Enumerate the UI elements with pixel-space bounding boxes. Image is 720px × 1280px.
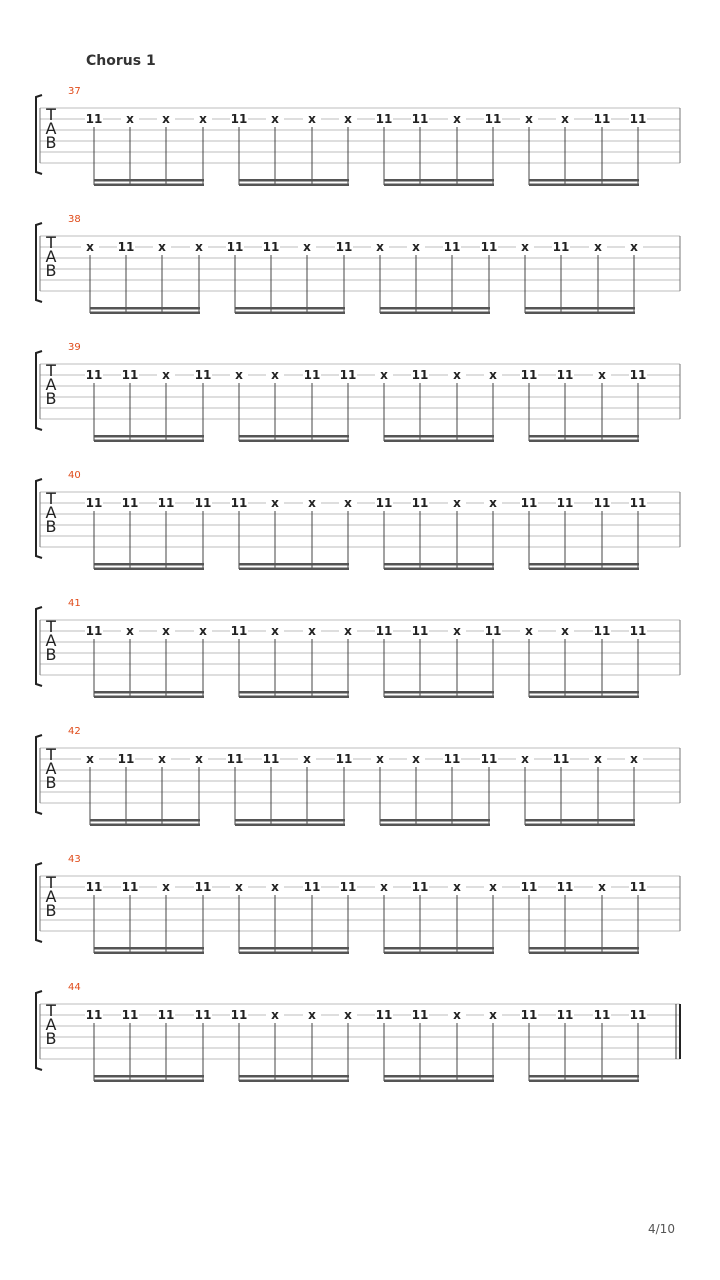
tab-note: x [344, 496, 352, 510]
beam [239, 947, 349, 950]
beam [235, 824, 345, 827]
beam [239, 563, 349, 566]
beam [94, 440, 204, 443]
measure-number: 40 [68, 470, 81, 481]
beam [235, 819, 345, 822]
tab-clef-letter: T [46, 233, 56, 252]
page-number: 4/10 [648, 1222, 675, 1236]
tab-note: x [380, 368, 388, 382]
tab-system [0, 854, 720, 982]
tab-note: x [598, 368, 606, 382]
tab-note: 11 [552, 240, 570, 254]
tab-note: 11 [121, 880, 139, 894]
tab-note: 11 [194, 368, 212, 382]
tab-clef-letter: B [45, 133, 57, 152]
tab-note: x [199, 112, 207, 126]
tab-note: 11 [375, 1008, 393, 1022]
tab-system [0, 86, 720, 214]
measure-number: 39 [68, 342, 81, 353]
tab-note: x [412, 240, 420, 254]
tab-note: x [126, 624, 134, 638]
tab-note: x [162, 112, 170, 126]
tab-clef-letter: A [45, 887, 57, 906]
beam [94, 1075, 204, 1078]
tab-note: 11 [121, 368, 139, 382]
tab-note: 11 [629, 496, 647, 510]
beam [380, 312, 490, 315]
tab-note: x [271, 368, 279, 382]
beam [90, 312, 200, 315]
tab-note: 11 [85, 368, 103, 382]
tab-note: 11 [411, 368, 429, 382]
measure-number: 42 [68, 726, 81, 737]
tab-note: x [344, 112, 352, 126]
tab-clef-letter: T [46, 361, 56, 380]
tab-clef-letter: B [45, 261, 57, 280]
tab-note: 11 [593, 112, 611, 126]
tab-note: x [521, 752, 529, 766]
tab-note: 11 [556, 496, 574, 510]
tab-note: x [453, 368, 461, 382]
beam [239, 435, 349, 438]
tab-note: x [308, 496, 316, 510]
tab-note: x [271, 496, 279, 510]
tab-note: 11 [303, 368, 321, 382]
tab-note: x [561, 112, 569, 126]
tab-clef-letter: T [46, 489, 56, 508]
beam [239, 696, 349, 699]
beam [380, 819, 490, 822]
system-bracket [36, 479, 42, 558]
tab-note: x [308, 624, 316, 638]
measure-number: 37 [68, 86, 81, 97]
beam [384, 179, 494, 182]
beam [384, 691, 494, 694]
tab-clef-letter: B [45, 645, 57, 664]
beam [90, 307, 200, 310]
tab-clef-letter: B [45, 517, 57, 536]
tab-note: 11 [117, 752, 135, 766]
system-bracket [36, 991, 42, 1070]
tab-note: x [630, 240, 638, 254]
tab-note: 11 [262, 240, 280, 254]
tab-note: x [344, 624, 352, 638]
tab-note: x [162, 624, 170, 638]
beam [529, 1075, 639, 1078]
beam [384, 1080, 494, 1083]
tab-note: x [235, 368, 243, 382]
tab-note: x [489, 496, 497, 510]
beam [525, 819, 635, 822]
tab-clef-letter: T [46, 105, 56, 124]
tab-system [0, 982, 720, 1110]
tab-note: x [271, 624, 279, 638]
tab-note: 11 [593, 496, 611, 510]
tab-note: 11 [85, 496, 103, 510]
tab-note: 11 [85, 112, 103, 126]
beam [239, 952, 349, 955]
beam [94, 691, 204, 694]
tab-note: x [303, 240, 311, 254]
tab-note: x [489, 368, 497, 382]
tab-note: 11 [443, 752, 461, 766]
tab-note: x [453, 1008, 461, 1022]
tab-clef-letter: B [45, 1029, 57, 1048]
beam [239, 440, 349, 443]
tab-note: 11 [520, 496, 538, 510]
tab-note: 11 [556, 1008, 574, 1022]
tab-note: 11 [629, 880, 647, 894]
tab-note: x [344, 1008, 352, 1022]
beam [380, 824, 490, 827]
tab-note: 11 [520, 1008, 538, 1022]
tab-staff [0, 470, 720, 598]
tab-note: 11 [629, 112, 647, 126]
tab-note: 11 [484, 112, 502, 126]
tab-note: 11 [303, 880, 321, 894]
system-bracket [36, 863, 42, 942]
beam [384, 568, 494, 571]
beam [529, 563, 639, 566]
tab-note: 11 [411, 112, 429, 126]
tab-note: 11 [339, 880, 357, 894]
tab-clef-letter: A [45, 631, 57, 650]
beam [94, 184, 204, 187]
tab-note: x [199, 624, 207, 638]
tab-note: 11 [117, 240, 135, 254]
tab-clef-letter: A [45, 375, 57, 394]
tab-note: x [271, 880, 279, 894]
tab-note: x [308, 112, 316, 126]
tab-note: 11 [443, 240, 461, 254]
tab-note: x [521, 240, 529, 254]
system-bracket [36, 223, 42, 302]
tab-note: 11 [194, 1008, 212, 1022]
tab-note: x [162, 880, 170, 894]
beam [384, 440, 494, 443]
tab-note: x [376, 240, 384, 254]
beam [90, 819, 200, 822]
tab-note: x [594, 240, 602, 254]
tab-note: x [308, 1008, 316, 1022]
tab-note: x [525, 624, 533, 638]
beam [529, 568, 639, 571]
tab-note: 11 [520, 880, 538, 894]
tab-note: x [195, 752, 203, 766]
tab-note: 11 [339, 368, 357, 382]
beam [529, 691, 639, 694]
tab-note: 11 [262, 752, 280, 766]
tab-note: x [525, 112, 533, 126]
tab-note: x [86, 752, 94, 766]
tab-system [0, 470, 720, 598]
beam [529, 696, 639, 699]
tab-note: 11 [480, 752, 498, 766]
tab-note: x [380, 880, 388, 894]
tab-note: x [412, 752, 420, 766]
beam [529, 440, 639, 443]
tab-note: 11 [411, 496, 429, 510]
tab-note: 11 [230, 624, 248, 638]
beam [529, 952, 639, 955]
tab-note: x [453, 624, 461, 638]
tab-note: 11 [157, 1008, 175, 1022]
tab-note: 11 [556, 368, 574, 382]
beam [235, 312, 345, 315]
beam [384, 563, 494, 566]
tab-clef-letter: A [45, 759, 57, 778]
beam [384, 1075, 494, 1078]
tab-note: 11 [629, 624, 647, 638]
beam [94, 1080, 204, 1083]
tab-note: 11 [226, 240, 244, 254]
tab-note: 11 [230, 112, 248, 126]
tab-note: x [195, 240, 203, 254]
beam [94, 696, 204, 699]
tab-note: 11 [629, 368, 647, 382]
tab-clef-letter: A [45, 503, 57, 522]
tab-staff [0, 598, 720, 726]
tab-system [0, 598, 720, 726]
tab-note: x [235, 880, 243, 894]
tab-note: 11 [484, 624, 502, 638]
tab-note: 11 [85, 624, 103, 638]
tab-note: 11 [230, 496, 248, 510]
beam [94, 563, 204, 566]
beam [529, 947, 639, 950]
tab-system [0, 726, 720, 854]
tab-note: 11 [593, 1008, 611, 1022]
tab-note: x [598, 880, 606, 894]
tab-note: 11 [375, 112, 393, 126]
tab-clef-letter: T [46, 617, 56, 636]
system-bracket [36, 607, 42, 686]
tab-clef-letter: T [46, 873, 56, 892]
tab-clef-letter: B [45, 901, 57, 920]
beam [239, 691, 349, 694]
tab-note: 11 [552, 752, 570, 766]
tab-note: x [453, 496, 461, 510]
tab-note: x [630, 752, 638, 766]
beam [380, 307, 490, 310]
beam [525, 824, 635, 827]
beam [529, 1080, 639, 1083]
beam [94, 435, 204, 438]
tab-note: 11 [121, 1008, 139, 1022]
beam [94, 568, 204, 571]
tab-note: 11 [157, 496, 175, 510]
beam [90, 824, 200, 827]
tab-note: 11 [335, 240, 353, 254]
tab-system [0, 214, 720, 342]
tab-note: 11 [121, 496, 139, 510]
beam [239, 568, 349, 571]
section-title: Chorus 1 [86, 53, 156, 69]
beam [384, 696, 494, 699]
tab-staff [0, 86, 720, 214]
tab-note: x [271, 1008, 279, 1022]
tab-note: 11 [230, 1008, 248, 1022]
beam [239, 1075, 349, 1078]
system-bracket [36, 95, 42, 174]
measure-number: 41 [68, 598, 81, 609]
tab-note: x [271, 112, 279, 126]
tab-staff [0, 726, 720, 854]
beam [94, 947, 204, 950]
beam [384, 184, 494, 187]
tab-clef-letter: A [45, 119, 57, 138]
tab-note: x [126, 112, 134, 126]
tab-staff [0, 342, 720, 470]
beam [525, 312, 635, 315]
tab-note: x [489, 880, 497, 894]
beam [94, 179, 204, 182]
system-bracket [36, 735, 42, 814]
tab-system [0, 342, 720, 470]
beam [384, 435, 494, 438]
tab-staff [0, 854, 720, 982]
tab-staff [0, 982, 720, 1110]
beam [529, 184, 639, 187]
tab-note: x [162, 368, 170, 382]
tab-note: x [453, 112, 461, 126]
tab-note: 11 [411, 880, 429, 894]
tab-note: 11 [194, 496, 212, 510]
tab-note: 11 [226, 752, 244, 766]
tab-note: 11 [593, 624, 611, 638]
beam [384, 947, 494, 950]
tab-note: x [158, 752, 166, 766]
system-bracket [36, 351, 42, 430]
tab-clef-letter: A [45, 247, 57, 266]
tab-note: 11 [375, 496, 393, 510]
tab-clef-letter: T [46, 1001, 56, 1020]
tab-note: x [303, 752, 311, 766]
tab-note: 11 [411, 624, 429, 638]
tab-clef-letter: B [45, 389, 57, 408]
tab-note: x [376, 752, 384, 766]
tab-clef-letter: B [45, 773, 57, 792]
beam [235, 307, 345, 310]
beam [525, 307, 635, 310]
tab-note: x [453, 880, 461, 894]
beam [239, 179, 349, 182]
tab-note: 11 [520, 368, 538, 382]
tab-note: 11 [85, 880, 103, 894]
beam [529, 435, 639, 438]
tab-note: 11 [480, 240, 498, 254]
tab-note: x [158, 240, 166, 254]
beam [529, 179, 639, 182]
tab-clef-letter: A [45, 1015, 57, 1034]
tab-note: 11 [85, 1008, 103, 1022]
measure-number: 44 [68, 982, 81, 993]
measure-number: 43 [68, 854, 81, 865]
tab-note: x [561, 624, 569, 638]
beam [384, 952, 494, 955]
tab-note: 11 [194, 880, 212, 894]
tab-note: 11 [556, 880, 574, 894]
tab-note: 11 [411, 1008, 429, 1022]
tab-note: x [594, 752, 602, 766]
tab-staff [0, 214, 720, 342]
measure-number: 38 [68, 214, 81, 225]
beam [94, 952, 204, 955]
tab-note: x [86, 240, 94, 254]
tab-note: 11 [375, 624, 393, 638]
tab-note: x [489, 1008, 497, 1022]
beam [239, 1080, 349, 1083]
tab-note: 11 [335, 752, 353, 766]
beam [239, 184, 349, 187]
tab-note: 11 [629, 1008, 647, 1022]
tab-clef-letter: T [46, 745, 56, 764]
